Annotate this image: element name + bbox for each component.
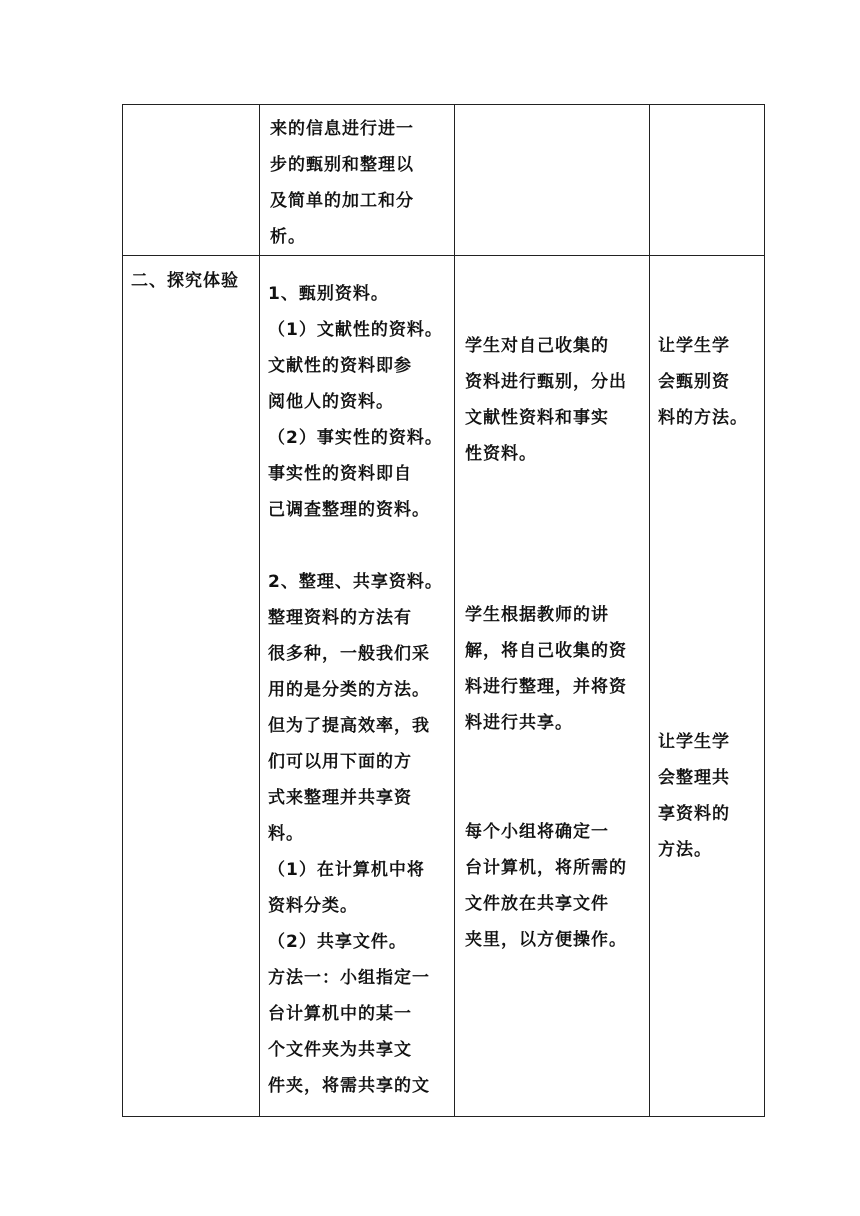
stage-label: 二、探究体验 <box>131 271 239 291</box>
table-row <box>123 105 765 256</box>
content-text: 来的信息进行进一 步的甄别和整理以 及简单的加工和分 析。 <box>270 119 414 247</box>
table-row <box>123 256 765 1117</box>
table-cell-content <box>260 256 455 1117</box>
table-cell-student-activity <box>455 105 650 256</box>
table-cell-content <box>260 105 455 256</box>
table-cell-intent <box>650 256 765 1117</box>
content-text: 1、甄别资料。 （1）文献性的资料。 文献性的资料即参 阅他人的资料。 （2）事实性的资料。 事实性的资料即自 己调查整理的资料。 2、整理、共享资料。 整理资料的方法有 很多种，一般我们采 用的是分类的方法。 但为了提高效率，我 们可以用下面的方 式来整理并共享资 料。 （1）在计算机中将 资料分类。 （2）共享文件。 方法一：小组指定一 台计算机中的某一 个文件夹为共享文 件夹，将需共享的文 <box>268 284 443 1096</box>
table-cell-intent <box>650 105 765 256</box>
student-activity-1: 学生对自己收集的 资料进行甄别，分出 文献性资料和事实 性资料。 <box>465 336 627 464</box>
table-cell-student-activity <box>455 256 650 1117</box>
table-cell-stage <box>123 105 260 256</box>
student-activity-3: 每个小组将确定一 台计算机，将所需的 文件放在共享文件 夹里，以方便操作。 <box>465 822 627 950</box>
student-activity-2: 学生根据教师的讲 解，将自己收集的资 料进行整理，并将资 料进行共享。 <box>465 605 627 733</box>
lesson-plan-table <box>122 104 765 1117</box>
table-cell-stage <box>123 256 260 1117</box>
design-intent-1: 让学生学 会甄别资 料的方法。 <box>658 336 748 428</box>
design-intent-2: 让学生学 会整理共 享资料的 方法。 <box>658 732 730 860</box>
